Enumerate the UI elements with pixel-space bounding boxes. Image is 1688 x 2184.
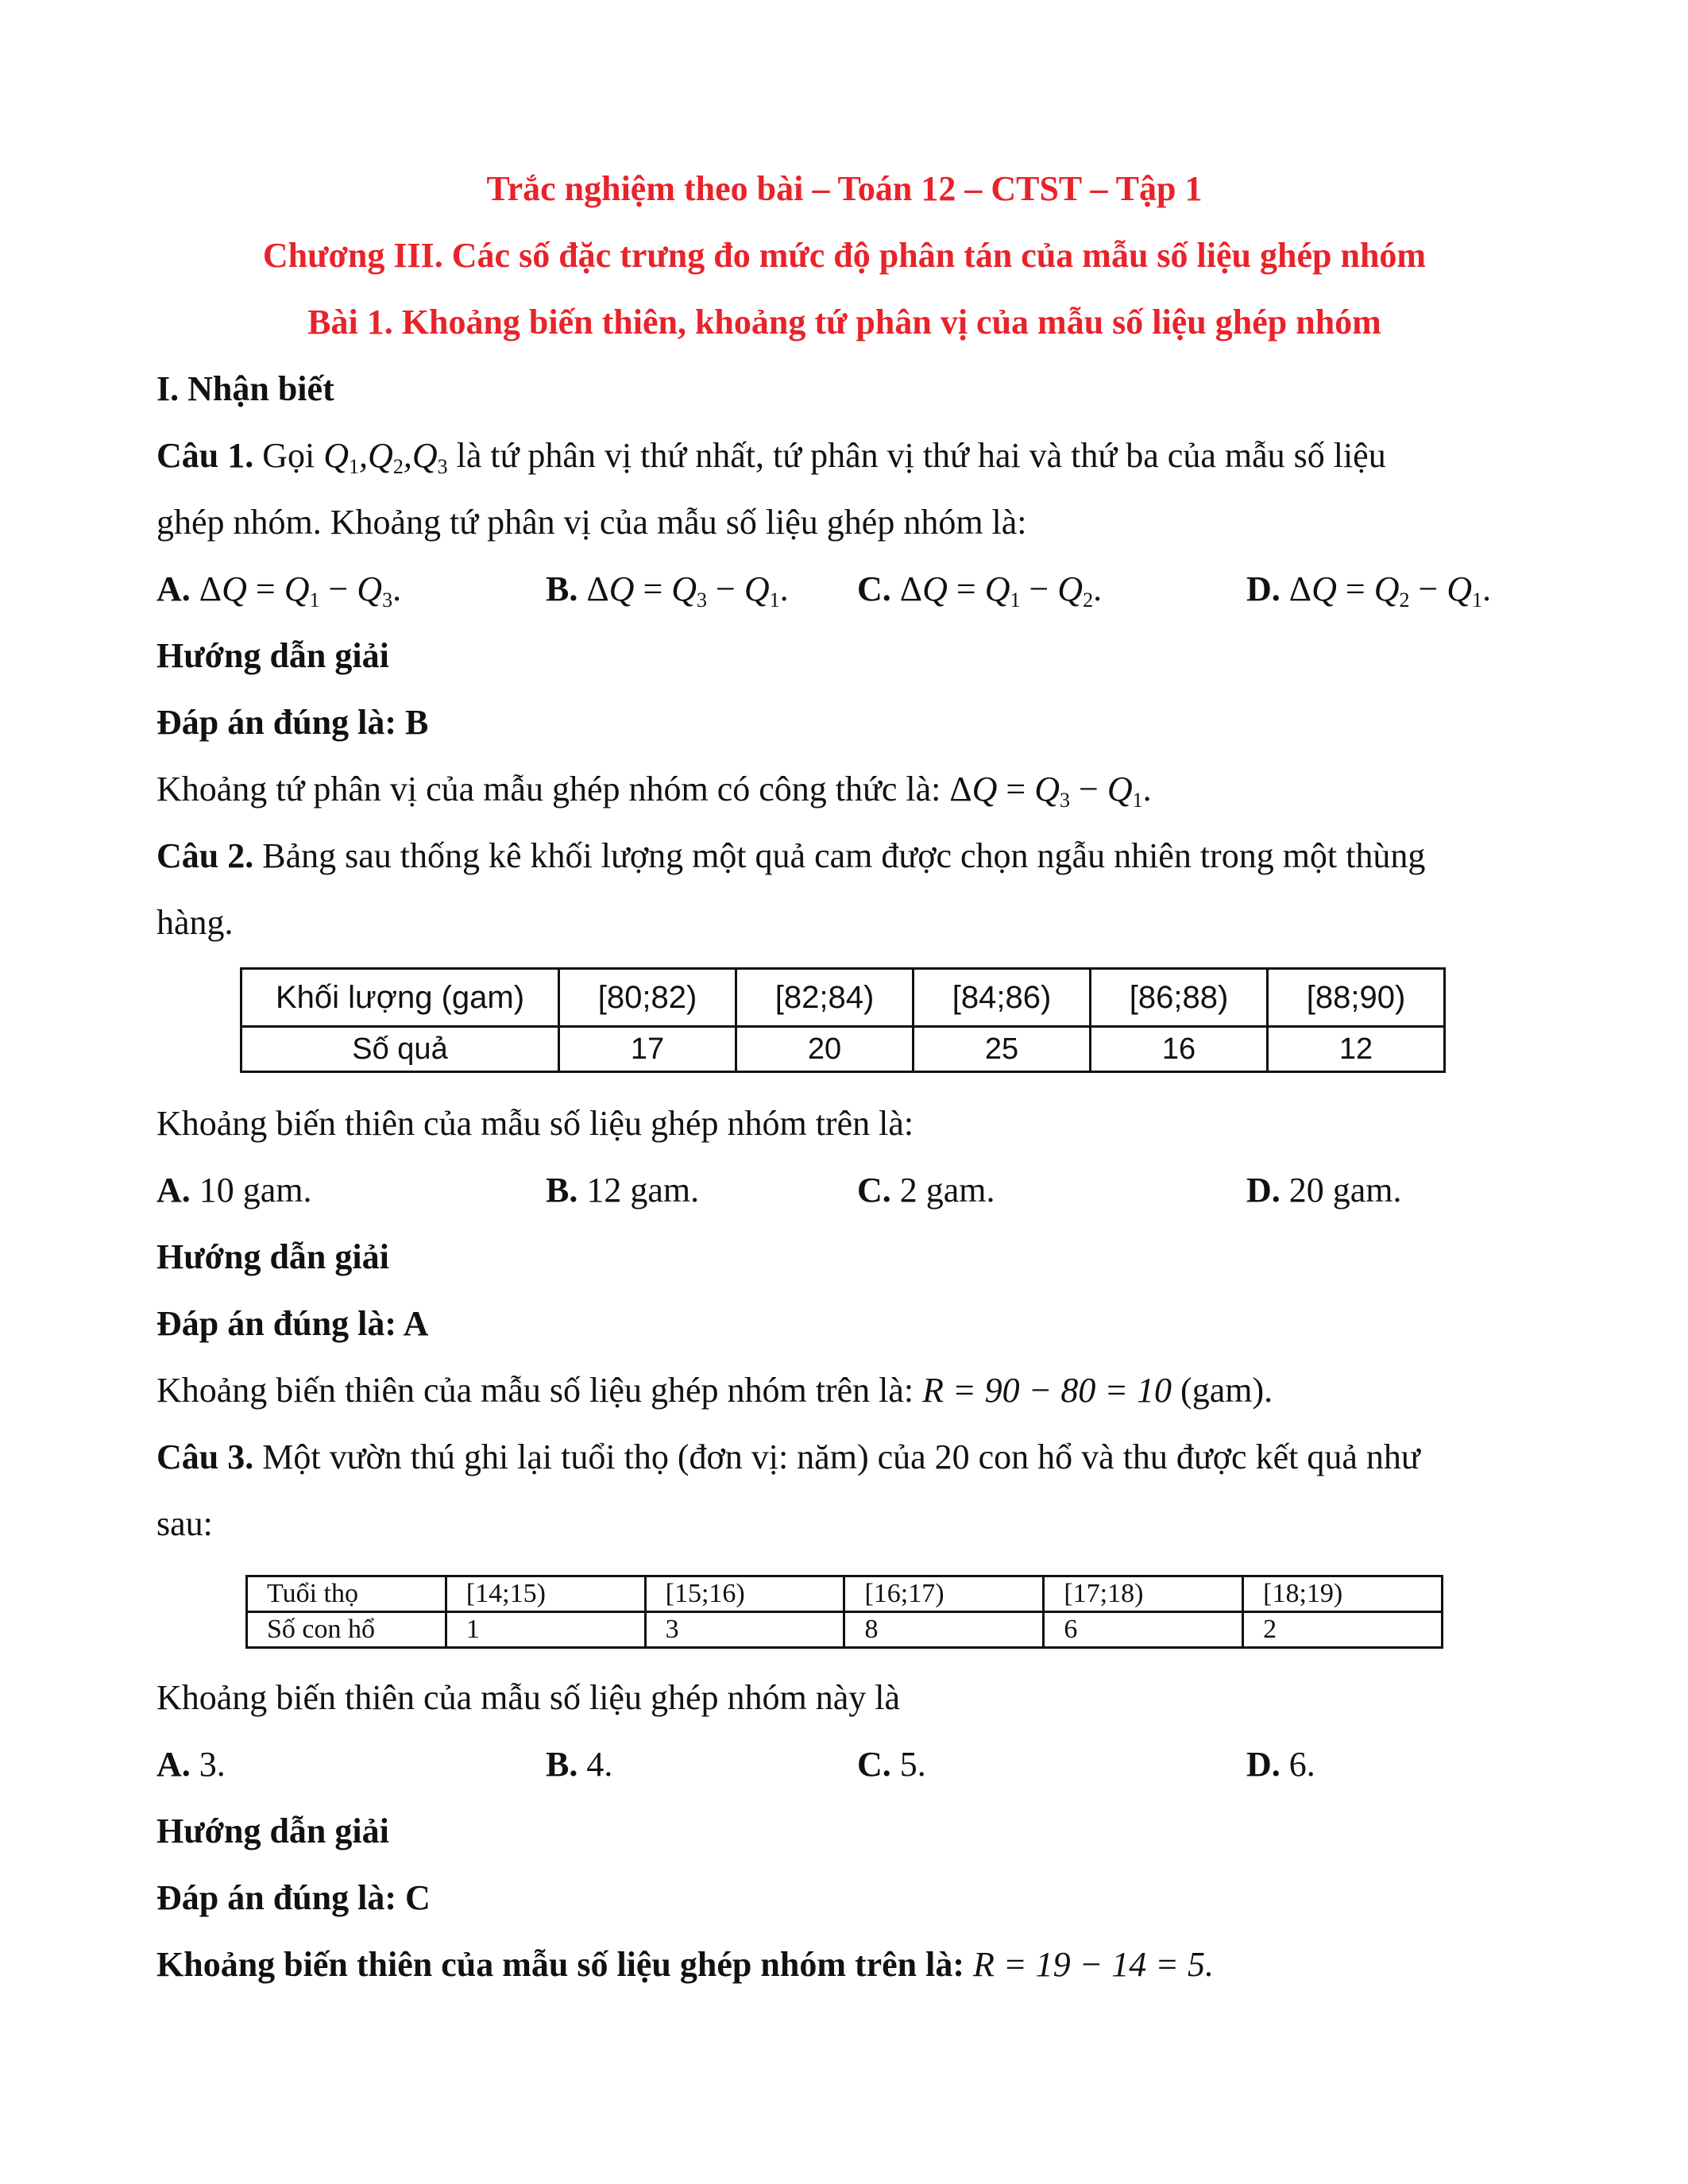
table-cell: 17 xyxy=(559,1027,736,1072)
q3-data-table xyxy=(245,1575,1443,1649)
q1-option-b[interactable]: B. $\Delta Q = Q_3 - Q_1$. xyxy=(546,569,789,612)
q3-label: Câu 3. xyxy=(156,1437,254,1476)
q3-guide-heading: Hướng dẫn giải xyxy=(156,1812,389,1850)
lesson-title: Bài 1. Khoảng biến thiên, khoảng tứ phân vị của mẫu số liệu ghép nhóm xyxy=(307,303,1381,341)
q2-question: Khoảng biến thiên của mẫu số liệu ghép nhóm trên là: xyxy=(156,1104,914,1143)
table-cell: [88;90) xyxy=(1268,969,1445,1027)
q2-stem-cont: hàng. xyxy=(156,903,234,942)
table-cell: [15;16) xyxy=(645,1576,844,1612)
table-cell: [16;17) xyxy=(844,1576,1044,1612)
table-cell: 8 xyxy=(844,1612,1044,1648)
q2-options xyxy=(156,1157,1532,1224)
table-header-cell: Số con hổ xyxy=(247,1612,446,1648)
table-cell: [17;18) xyxy=(1044,1576,1243,1612)
table-cell: [14;15) xyxy=(446,1576,645,1612)
q3-option-d[interactable]: D. 6. xyxy=(1246,1745,1315,1784)
section-heading: I. Nhận biết xyxy=(156,369,334,408)
q1-option-a[interactable]: A. $\Delta Q = Q_1 - Q_3$. xyxy=(156,569,402,612)
table-cell: 6 xyxy=(1044,1612,1243,1648)
table-header-cell: Khối lượng (gam) xyxy=(241,969,559,1027)
q2-option-a[interactable]: A. 10 gam. xyxy=(156,1171,312,1210)
table-header-cell: Số quả xyxy=(241,1027,559,1072)
q1-option-d[interactable]: D. $\Delta Q = Q_2 - Q_1$. xyxy=(1246,569,1492,612)
q1-label: Câu 1. xyxy=(156,436,254,475)
table-cell: 16 xyxy=(1091,1027,1268,1072)
q3-stem: Câu 3. Một vườn thú ghi lại tuổi thọ (đơn vị: năm) của 20 con hổ và thu được kết quả như xyxy=(156,1437,1420,1476)
q1-guide-heading: Hướng dẫn giải xyxy=(156,636,389,675)
q3-option-b[interactable]: B. 4. xyxy=(546,1745,613,1784)
q2-answer: Đáp án đúng là: A xyxy=(156,1304,429,1343)
chapter-title: Chương III. Các số đặc trưng đo mức độ phân tán của mẫu số liệu ghép nhóm xyxy=(262,236,1427,275)
table-cell: [18;19) xyxy=(1243,1576,1443,1612)
q2-guide-heading: Hướng dẫn giải xyxy=(156,1237,389,1276)
q3-option-a[interactable]: A. 3. xyxy=(156,1745,226,1784)
q1-explanation: Khoảng tứ phân vị của mẫu ghép nhóm có công thức là: $\Delta Q = Q_3 - Q_1$. xyxy=(156,770,1152,812)
table-cell: 25 xyxy=(914,1027,1091,1072)
q3-question: Khoảng biến thiên của mẫu số liệu ghép nhóm này là xyxy=(156,1678,900,1717)
table-cell: [82;84) xyxy=(736,969,914,1027)
q1-option-c[interactable]: C. $\Delta Q = Q_1 - Q_2$. xyxy=(857,569,1103,612)
q2-explanation: Khoảng biến thiên của mẫu số liệu ghép nhóm trên là: R = 90 − 80 = 10 (gam). xyxy=(156,1371,1273,1410)
table-cell: 20 xyxy=(736,1027,914,1072)
table-cell: 12 xyxy=(1268,1027,1445,1072)
q2-data-table xyxy=(240,967,1446,1073)
table-cell: [86;88) xyxy=(1091,969,1268,1027)
q3-explanation: Khoảng biến thiên của mẫu số liệu ghép nhóm trên là: R = 19 − 14 = 5. xyxy=(156,1945,1214,1984)
q2-label: Câu 2. xyxy=(156,836,254,875)
doc-title: Trắc nghiệm theo bài – Toán 12 – CTST – Tập 1 xyxy=(486,169,1203,208)
table-cell: [84;86) xyxy=(914,969,1091,1027)
q1-stem-cont: ghép nhóm. Khoảng tứ phân vị của mẫu số liệu ghép nhóm là: xyxy=(156,503,1027,542)
table-cell: 3 xyxy=(645,1612,844,1648)
q1-quartiles: $Q_1,Q_2,Q_3$ xyxy=(323,436,448,478)
q3-stem-cont: sau: xyxy=(156,1504,213,1543)
q2-stem: Câu 2. Bảng sau thống kê khối lượng một quả cam được chọn ngẫu nhiên trong một thùng xyxy=(156,836,1426,875)
q3-options xyxy=(156,1731,1532,1798)
table-cell: [80;82) xyxy=(559,969,736,1027)
q3-answer: Đáp án đúng là: C xyxy=(156,1878,431,1917)
table-cell: 2 xyxy=(1243,1612,1443,1648)
q3-option-c[interactable]: C. 5. xyxy=(857,1745,926,1784)
q1-stem: Câu 1. Gọi $Q_1,Q_2,Q_3$ là tứ phân vị thứ nhất, tứ phân vị thứ hai và thứ ba của mẫu số liệu xyxy=(156,436,1386,478)
q2-option-c[interactable]: C. 2 gam. xyxy=(857,1171,995,1210)
q1-options xyxy=(156,556,1532,623)
table-header-cell: Tuổi thọ xyxy=(247,1576,446,1612)
q2-option-b[interactable]: B. 12 gam. xyxy=(546,1171,700,1210)
document-page xyxy=(156,156,1532,1998)
q1-answer: Đáp án đúng là: B xyxy=(156,703,429,742)
table-cell: 1 xyxy=(446,1612,645,1648)
q2-option-d[interactable]: D. 20 gam. xyxy=(1246,1171,1402,1210)
